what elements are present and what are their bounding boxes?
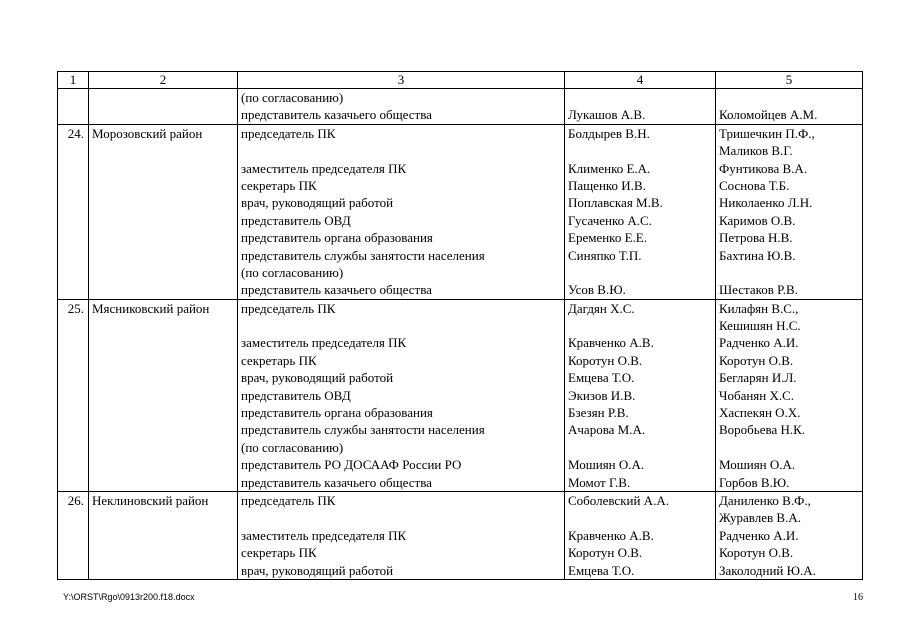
member-name: Момот Г.В. [568, 474, 631, 490]
member-name: Коротун О.В. [568, 352, 643, 368]
member-name: Дагдян Х.С. [568, 300, 635, 316]
member-name: Ачарова М.А. [568, 422, 646, 438]
district-name [89, 124, 238, 299]
reserve-name: Коротун О.В. [719, 545, 794, 561]
role-text: представитель ОВД [241, 387, 351, 403]
member-name: Поплавская М.В. [568, 195, 663, 211]
role-text: секретарь ПК [241, 352, 317, 368]
reserve-name: Каримов О.В. [719, 212, 796, 228]
member-name: Лукашов А.В. [568, 107, 646, 123]
reserve-name: Мошиян О.А. [719, 457, 796, 473]
reserve-name: Фунтикова В.А. [719, 160, 808, 176]
member-name: Экизов И.В. [568, 387, 636, 403]
member-name: Емцева Т.О. [568, 370, 635, 386]
role-text: заместитель председателя ПК [241, 527, 407, 543]
district-name-text: Неклиновский район [92, 492, 209, 508]
district-name-text: Мясниковский район [92, 300, 210, 316]
reserve-name: Горбов В.Ю. [719, 474, 790, 490]
reserve-name: Радченко А.И. [719, 335, 799, 351]
table-body [58, 72, 863, 580]
row-number-text: 24. [67, 125, 84, 141]
reserve-name: Маликов В.Г. [719, 143, 793, 159]
role-cell [238, 89, 565, 125]
row-number [58, 491, 89, 579]
role-text: (по согласованию) [241, 439, 344, 455]
row-number-text [61, 89, 84, 106]
reserve-name: Хаспекян О.Х. [719, 405, 801, 421]
member-name [568, 509, 712, 526]
member-name: Болдырев В.Н. [568, 125, 650, 141]
member-name: Емцева Т.О. [568, 562, 635, 578]
member-name [568, 264, 712, 281]
role-text: врач, руководящий работой [241, 562, 394, 578]
role-text: секретарь ПК [241, 545, 317, 561]
reserve-name: Коротун О.В. [719, 352, 794, 368]
page-number: 16 [853, 592, 863, 603]
role-text: представитель РО ДОСААФ России РО [241, 457, 462, 473]
member-name: Бзезян Р.В. [568, 405, 629, 421]
row-number [58, 124, 89, 299]
member-cell [565, 124, 716, 299]
member-name: Клименко Е.А. [568, 160, 651, 176]
role-text: председатель ПК [241, 125, 336, 141]
role-text: заместитель председателя ПК [241, 335, 407, 351]
reserve-cell [716, 89, 863, 125]
reserve-name: Воробьева Н.К. [719, 422, 806, 438]
reserve-name [719, 264, 859, 281]
table-row [58, 89, 863, 125]
role-text: врач, руководящий работой [241, 370, 394, 386]
member-name: Пащенко И.В. [568, 177, 646, 193]
reserve-name: Журавлев В.А. [719, 510, 801, 526]
district-name [89, 89, 238, 125]
reserve-name: Коломойцев А.М. [719, 107, 818, 123]
role-text [241, 509, 561, 526]
member-name: Кравченко А.В. [568, 335, 654, 351]
member-name: Гусаченко А.С. [568, 212, 652, 228]
reserve-name: Килафян В.С., [719, 300, 799, 316]
reserve-name: Радченко А.И. [719, 527, 799, 543]
table-row [58, 491, 863, 579]
role-cell [238, 491, 565, 579]
member-name [568, 142, 712, 159]
reserve-name: Николаенко Л.Н. [719, 195, 813, 211]
reserve-name: Шестаков Р.В. [719, 282, 798, 298]
member-cell [565, 491, 716, 579]
role-text: представитель органа образования [241, 405, 433, 421]
row-number [58, 89, 89, 125]
reserve-name: Бахтина Ю.В. [719, 247, 796, 263]
member-name [568, 89, 712, 106]
reserve-name: Заколодний Ю.А. [719, 562, 816, 578]
role-cell [238, 299, 565, 491]
reserve-name: Бегларян И.Л. [719, 370, 797, 386]
reserve-cell [716, 491, 863, 579]
district-name-text [92, 89, 234, 106]
role-text [241, 142, 561, 159]
role-text: представитель казачьего общества [241, 107, 432, 123]
member-name: Усов В.Ю. [568, 282, 626, 298]
member-name: Мошиян О.А. [568, 457, 645, 473]
reserve-name: Даниленко В.Ф., [719, 492, 811, 508]
member-name: Коротун О.В. [568, 545, 643, 561]
header-col-4: 4 [565, 72, 716, 89]
district-name [89, 491, 238, 579]
role-text: (по согласованию) [241, 90, 344, 105]
member-name: Соболевский А.А. [568, 492, 669, 508]
header-col-1: 1 [58, 72, 89, 89]
reserve-cell [716, 299, 863, 491]
reserve-name: Чобанян Х.С. [719, 387, 795, 403]
reserve-name: Соснова Т.Б. [719, 177, 790, 193]
role-text: представитель органа образования [241, 230, 433, 246]
row-number-text: 25. [67, 300, 84, 316]
role-text: представитель службы занятости населения [241, 422, 485, 438]
member-name: Кравченко А.В. [568, 527, 654, 543]
district-name-text: Морозовский район [92, 125, 203, 141]
header-row [58, 72, 863, 89]
role-text: представитель казачьего общества [241, 474, 432, 490]
reserve-cell [716, 124, 863, 299]
role-text: представитель казачьего общества [241, 282, 432, 298]
member-name [568, 317, 712, 334]
role-text: заместитель председателя ПК [241, 160, 407, 176]
role-text: председатель ПК [241, 492, 336, 508]
reserve-name: Кешишян Н.С. [719, 318, 801, 334]
row-number-text: 26. [67, 492, 84, 508]
member-name: Синяпко Т.П. [568, 247, 642, 263]
role-text [241, 317, 561, 334]
table-row [58, 299, 863, 491]
role-text: представитель службы занятости населения [241, 247, 485, 263]
member-cell [565, 299, 716, 491]
role-text: представитель ОВД [241, 212, 351, 228]
file-path: Y:\ORST\Rgo\0913r200.f18.docx [63, 592, 195, 602]
row-number [58, 299, 89, 491]
role-text: (по согласованию) [241, 264, 344, 280]
header-col-5: 5 [716, 72, 863, 89]
reserve-name: Петрова Н.В. [719, 230, 793, 246]
district-name [89, 299, 238, 491]
commission-table [57, 71, 863, 580]
role-text: секретарь ПК [241, 177, 317, 193]
role-text: председатель ПК [241, 300, 336, 316]
role-cell [238, 124, 565, 299]
member-name [568, 439, 712, 456]
member-name: Еременко Е.Е. [568, 230, 647, 246]
reserve-name [719, 439, 859, 456]
header-col-2: 2 [89, 72, 238, 89]
reserve-name [719, 89, 859, 106]
member-cell [565, 89, 716, 125]
header-col-3: 3 [238, 72, 565, 89]
table-row [58, 124, 863, 299]
reserve-name: Тришечкин П.Ф., [719, 125, 815, 141]
role-text: врач, руководящий работой [241, 195, 394, 211]
